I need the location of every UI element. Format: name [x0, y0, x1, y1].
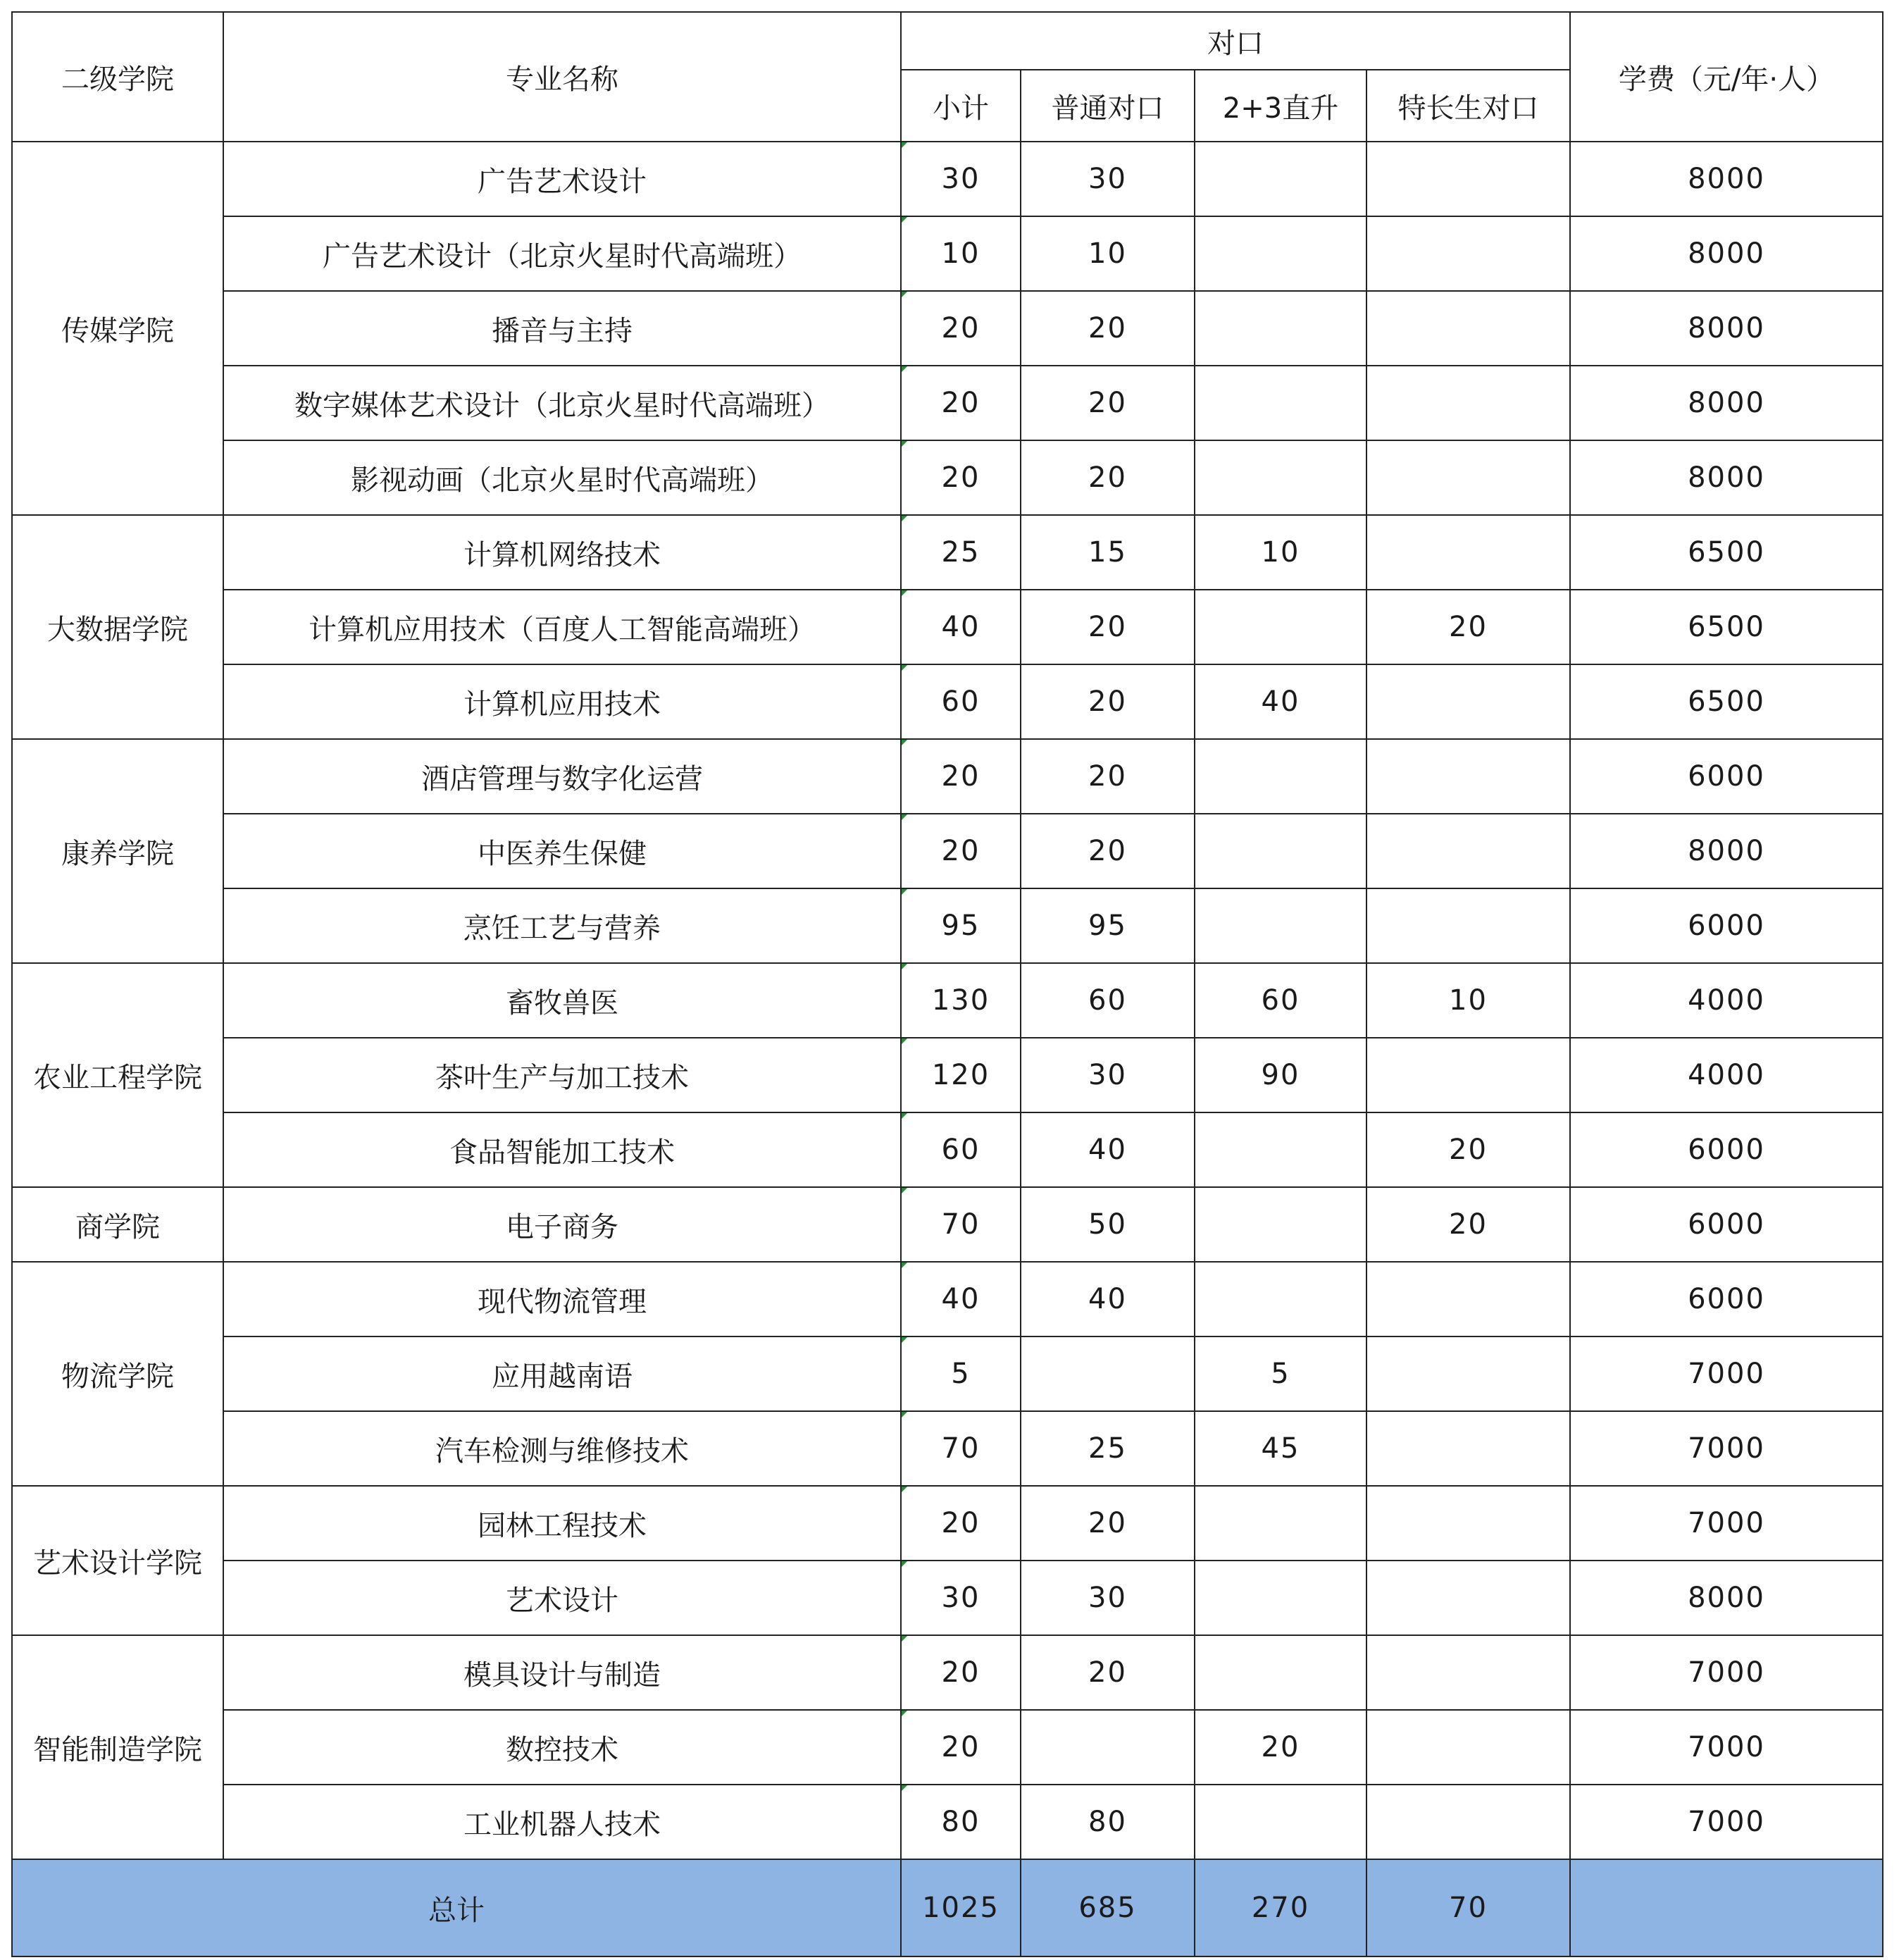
table-row [12, 814, 1883, 888]
cell-direct [1195, 888, 1366, 963]
major-name: 中医养生保健 [223, 814, 901, 888]
cell-subtotal: 30 [901, 1561, 1021, 1635]
table-row [12, 1038, 1883, 1112]
cell-talent [1366, 216, 1570, 291]
cell-fee: 7000 [1570, 1411, 1883, 1486]
cell-regular: 20 [1021, 814, 1195, 888]
major-name: 播音与主持 [223, 291, 901, 366]
cell-direct [1195, 1187, 1366, 1262]
cell-regular [1021, 1336, 1195, 1411]
cell-fee: 6000 [1570, 739, 1883, 814]
cell-talent: 20 [1366, 1187, 1570, 1262]
table-row [12, 590, 1883, 664]
header-direct: 2+3直升 [1195, 70, 1366, 142]
cell-direct: 40 [1195, 664, 1366, 739]
cell-fee: 8000 [1570, 814, 1883, 888]
college-name: 物流学院 [12, 1262, 223, 1486]
major-name: 园林工程技术 [223, 1486, 901, 1561]
cell-subtotal: 20 [901, 814, 1021, 888]
cell-direct: 45 [1195, 1411, 1366, 1486]
table-row [12, 1336, 1883, 1411]
cell-direct [1195, 440, 1366, 515]
major-name: 烹饪工艺与营养 [223, 888, 901, 963]
table-row [12, 142, 1883, 216]
cell-subtotal: 120 [901, 1038, 1021, 1112]
cell-talent [1366, 1336, 1570, 1411]
cell-regular: 20 [1021, 1486, 1195, 1561]
cell-talent [1366, 1785, 1570, 1859]
cell-subtotal: 20 [901, 1635, 1021, 1710]
cell-fee: 6500 [1570, 515, 1883, 590]
table-row [12, 1785, 1883, 1859]
major-name: 酒店管理与数字化运营 [223, 739, 901, 814]
cell-fee: 8000 [1570, 440, 1883, 515]
major-name: 计算机网络技术 [223, 515, 901, 590]
cell-regular: 20 [1021, 590, 1195, 664]
cell-regular: 40 [1021, 1112, 1195, 1187]
table-row [12, 1187, 1883, 1262]
cell-regular: 25 [1021, 1411, 1195, 1486]
cell-direct [1195, 590, 1366, 664]
table-row [12, 440, 1883, 515]
table-row [12, 216, 1883, 291]
cell-regular: 60 [1021, 963, 1195, 1038]
cell-subtotal: 60 [901, 1112, 1021, 1187]
cell-regular: 20 [1021, 664, 1195, 739]
college-name: 农业工程学院 [12, 963, 223, 1187]
table-row [12, 291, 1883, 366]
cell-fee: 4000 [1570, 963, 1883, 1038]
cell-regular: 20 [1021, 440, 1195, 515]
table-row [12, 1262, 1883, 1336]
cell-fee: 8000 [1570, 1561, 1883, 1635]
table-row [12, 739, 1883, 814]
total-regular: 685 [1021, 1859, 1195, 1956]
cell-direct [1195, 1486, 1366, 1561]
cell-direct [1195, 142, 1366, 216]
cell-talent [1366, 1635, 1570, 1710]
cell-subtotal: 70 [901, 1411, 1021, 1486]
major-name: 艺术设计 [223, 1561, 901, 1635]
header-subtotal: 小计 [901, 70, 1021, 142]
major-name: 数字媒体艺术设计（北京火星时代高端班） [223, 366, 901, 440]
cell-regular: 15 [1021, 515, 1195, 590]
cell-fee: 7000 [1570, 1635, 1883, 1710]
cell-regular: 20 [1021, 366, 1195, 440]
cell-direct: 5 [1195, 1336, 1366, 1411]
major-name: 数控技术 [223, 1710, 901, 1785]
major-name: 工业机器人技术 [223, 1785, 901, 1859]
major-name: 现代物流管理 [223, 1262, 901, 1336]
college-name: 智能制造学院 [12, 1635, 223, 1859]
cell-fee: 8000 [1570, 142, 1883, 216]
college-name: 传媒学院 [12, 142, 223, 515]
table-row [12, 1411, 1883, 1486]
enrollment-plan-table [11, 11, 1884, 1957]
college-name: 康养学院 [12, 739, 223, 963]
header-major: 专业名称 [223, 12, 901, 142]
major-name: 应用越南语 [223, 1336, 901, 1411]
major-name: 广告艺术设计 [223, 142, 901, 216]
cell-subtotal: 30 [901, 142, 1021, 216]
cell-direct [1195, 814, 1366, 888]
total-talent: 70 [1366, 1859, 1570, 1956]
cell-subtotal: 5 [901, 1336, 1021, 1411]
cell-subtotal: 20 [901, 1710, 1021, 1785]
major-name: 影视动画（北京火星时代高端班） [223, 440, 901, 515]
cell-talent [1366, 814, 1570, 888]
cell-regular [1021, 1710, 1195, 1785]
cell-regular: 50 [1021, 1187, 1195, 1262]
cell-regular: 40 [1021, 1262, 1195, 1336]
cell-subtotal: 10 [901, 216, 1021, 291]
header-fee: 学费（元/年·人） [1570, 12, 1883, 142]
cell-direct [1195, 216, 1366, 291]
college-name: 商学院 [12, 1187, 223, 1262]
header-regular: 普通对口 [1021, 70, 1195, 142]
cell-talent [1366, 1038, 1570, 1112]
total-row [12, 1859, 1883, 1956]
cell-subtotal: 80 [901, 1785, 1021, 1859]
cell-direct [1195, 1635, 1366, 1710]
cell-talent [1366, 291, 1570, 366]
cell-subtotal: 130 [901, 963, 1021, 1038]
cell-fee: 7000 [1570, 1336, 1883, 1411]
cell-talent [1366, 440, 1570, 515]
cell-subtotal: 40 [901, 590, 1021, 664]
cell-direct [1195, 1112, 1366, 1187]
major-name: 畜牧兽医 [223, 963, 901, 1038]
total-fee [1570, 1859, 1883, 1956]
cell-talent [1366, 739, 1570, 814]
cell-fee: 7000 [1570, 1486, 1883, 1561]
cell-regular: 30 [1021, 1038, 1195, 1112]
cell-regular: 30 [1021, 142, 1195, 216]
total-label: 总计 [12, 1859, 901, 1956]
major-name: 电子商务 [223, 1187, 901, 1262]
total-direct: 270 [1195, 1859, 1366, 1956]
cell-fee: 6500 [1570, 664, 1883, 739]
cell-subtotal: 95 [901, 888, 1021, 963]
cell-fee: 7000 [1570, 1710, 1883, 1785]
college-name: 艺术设计学院 [12, 1486, 223, 1635]
cell-direct [1195, 1785, 1366, 1859]
major-name: 计算机应用技术（百度人工智能高端班） [223, 590, 901, 664]
cell-regular: 10 [1021, 216, 1195, 291]
table-row [12, 1710, 1883, 1785]
cell-talent [1366, 1710, 1570, 1785]
table-row [12, 664, 1883, 739]
cell-subtotal: 25 [901, 515, 1021, 590]
cell-regular: 20 [1021, 291, 1195, 366]
table-body [12, 142, 1883, 1859]
cell-fee: 6000 [1570, 1262, 1883, 1336]
header-duikou-group: 对口 [901, 12, 1570, 70]
cell-talent [1366, 142, 1570, 216]
cell-talent: 20 [1366, 590, 1570, 664]
cell-subtotal: 60 [901, 664, 1021, 739]
total-subtotal: 1025 [901, 1859, 1021, 1956]
header-talent: 特长生对口 [1366, 70, 1570, 142]
cell-direct [1195, 1561, 1366, 1635]
cell-talent [1366, 1486, 1570, 1561]
cell-direct [1195, 366, 1366, 440]
cell-direct [1195, 1262, 1366, 1336]
cell-regular: 20 [1021, 739, 1195, 814]
cell-direct: 20 [1195, 1710, 1366, 1785]
major-name: 汽车检测与维修技术 [223, 1411, 901, 1486]
cell-subtotal: 20 [901, 440, 1021, 515]
cell-regular: 80 [1021, 1785, 1195, 1859]
cell-fee: 8000 [1570, 366, 1883, 440]
cell-talent [1366, 888, 1570, 963]
cell-fee: 4000 [1570, 1038, 1883, 1112]
table-row [12, 1561, 1883, 1635]
cell-direct [1195, 739, 1366, 814]
table-row [12, 888, 1883, 963]
cell-talent [1366, 366, 1570, 440]
cell-subtotal: 70 [901, 1187, 1021, 1262]
cell-direct: 10 [1195, 515, 1366, 590]
cell-fee: 6000 [1570, 1112, 1883, 1187]
cell-regular: 20 [1021, 1635, 1195, 1710]
cell-talent: 10 [1366, 963, 1570, 1038]
major-name: 广告艺术设计（北京火星时代高端班） [223, 216, 901, 291]
cell-direct: 60 [1195, 963, 1366, 1038]
cell-fee: 8000 [1570, 291, 1883, 366]
major-name: 模具设计与制造 [223, 1635, 901, 1710]
table-row [12, 515, 1883, 590]
cell-talent [1366, 664, 1570, 739]
cell-subtotal: 40 [901, 1262, 1021, 1336]
cell-talent: 20 [1366, 1112, 1570, 1187]
table-row [12, 1112, 1883, 1187]
cell-regular: 95 [1021, 888, 1195, 963]
college-name: 大数据学院 [12, 515, 223, 739]
cell-regular: 30 [1021, 1561, 1195, 1635]
cell-talent [1366, 515, 1570, 590]
cell-talent [1366, 1561, 1570, 1635]
cell-direct [1195, 291, 1366, 366]
cell-talent [1366, 1262, 1570, 1336]
major-name: 食品智能加工技术 [223, 1112, 901, 1187]
cell-fee: 6000 [1570, 888, 1883, 963]
cell-subtotal: 20 [901, 366, 1021, 440]
cell-subtotal: 20 [901, 291, 1021, 366]
cell-fee: 6500 [1570, 590, 1883, 664]
cell-fee: 6000 [1570, 1187, 1883, 1262]
cell-subtotal: 20 [901, 1486, 1021, 1561]
cell-fee: 7000 [1570, 1785, 1883, 1859]
table-row [12, 963, 1883, 1038]
table-row [12, 1486, 1883, 1561]
major-name: 计算机应用技术 [223, 664, 901, 739]
table-row [12, 366, 1883, 440]
cell-fee: 8000 [1570, 216, 1883, 291]
header-college: 二级学院 [12, 12, 223, 142]
cell-subtotal: 20 [901, 739, 1021, 814]
cell-talent [1366, 1411, 1570, 1486]
major-name: 茶叶生产与加工技术 [223, 1038, 901, 1112]
table-row [12, 1635, 1883, 1710]
cell-direct: 90 [1195, 1038, 1366, 1112]
